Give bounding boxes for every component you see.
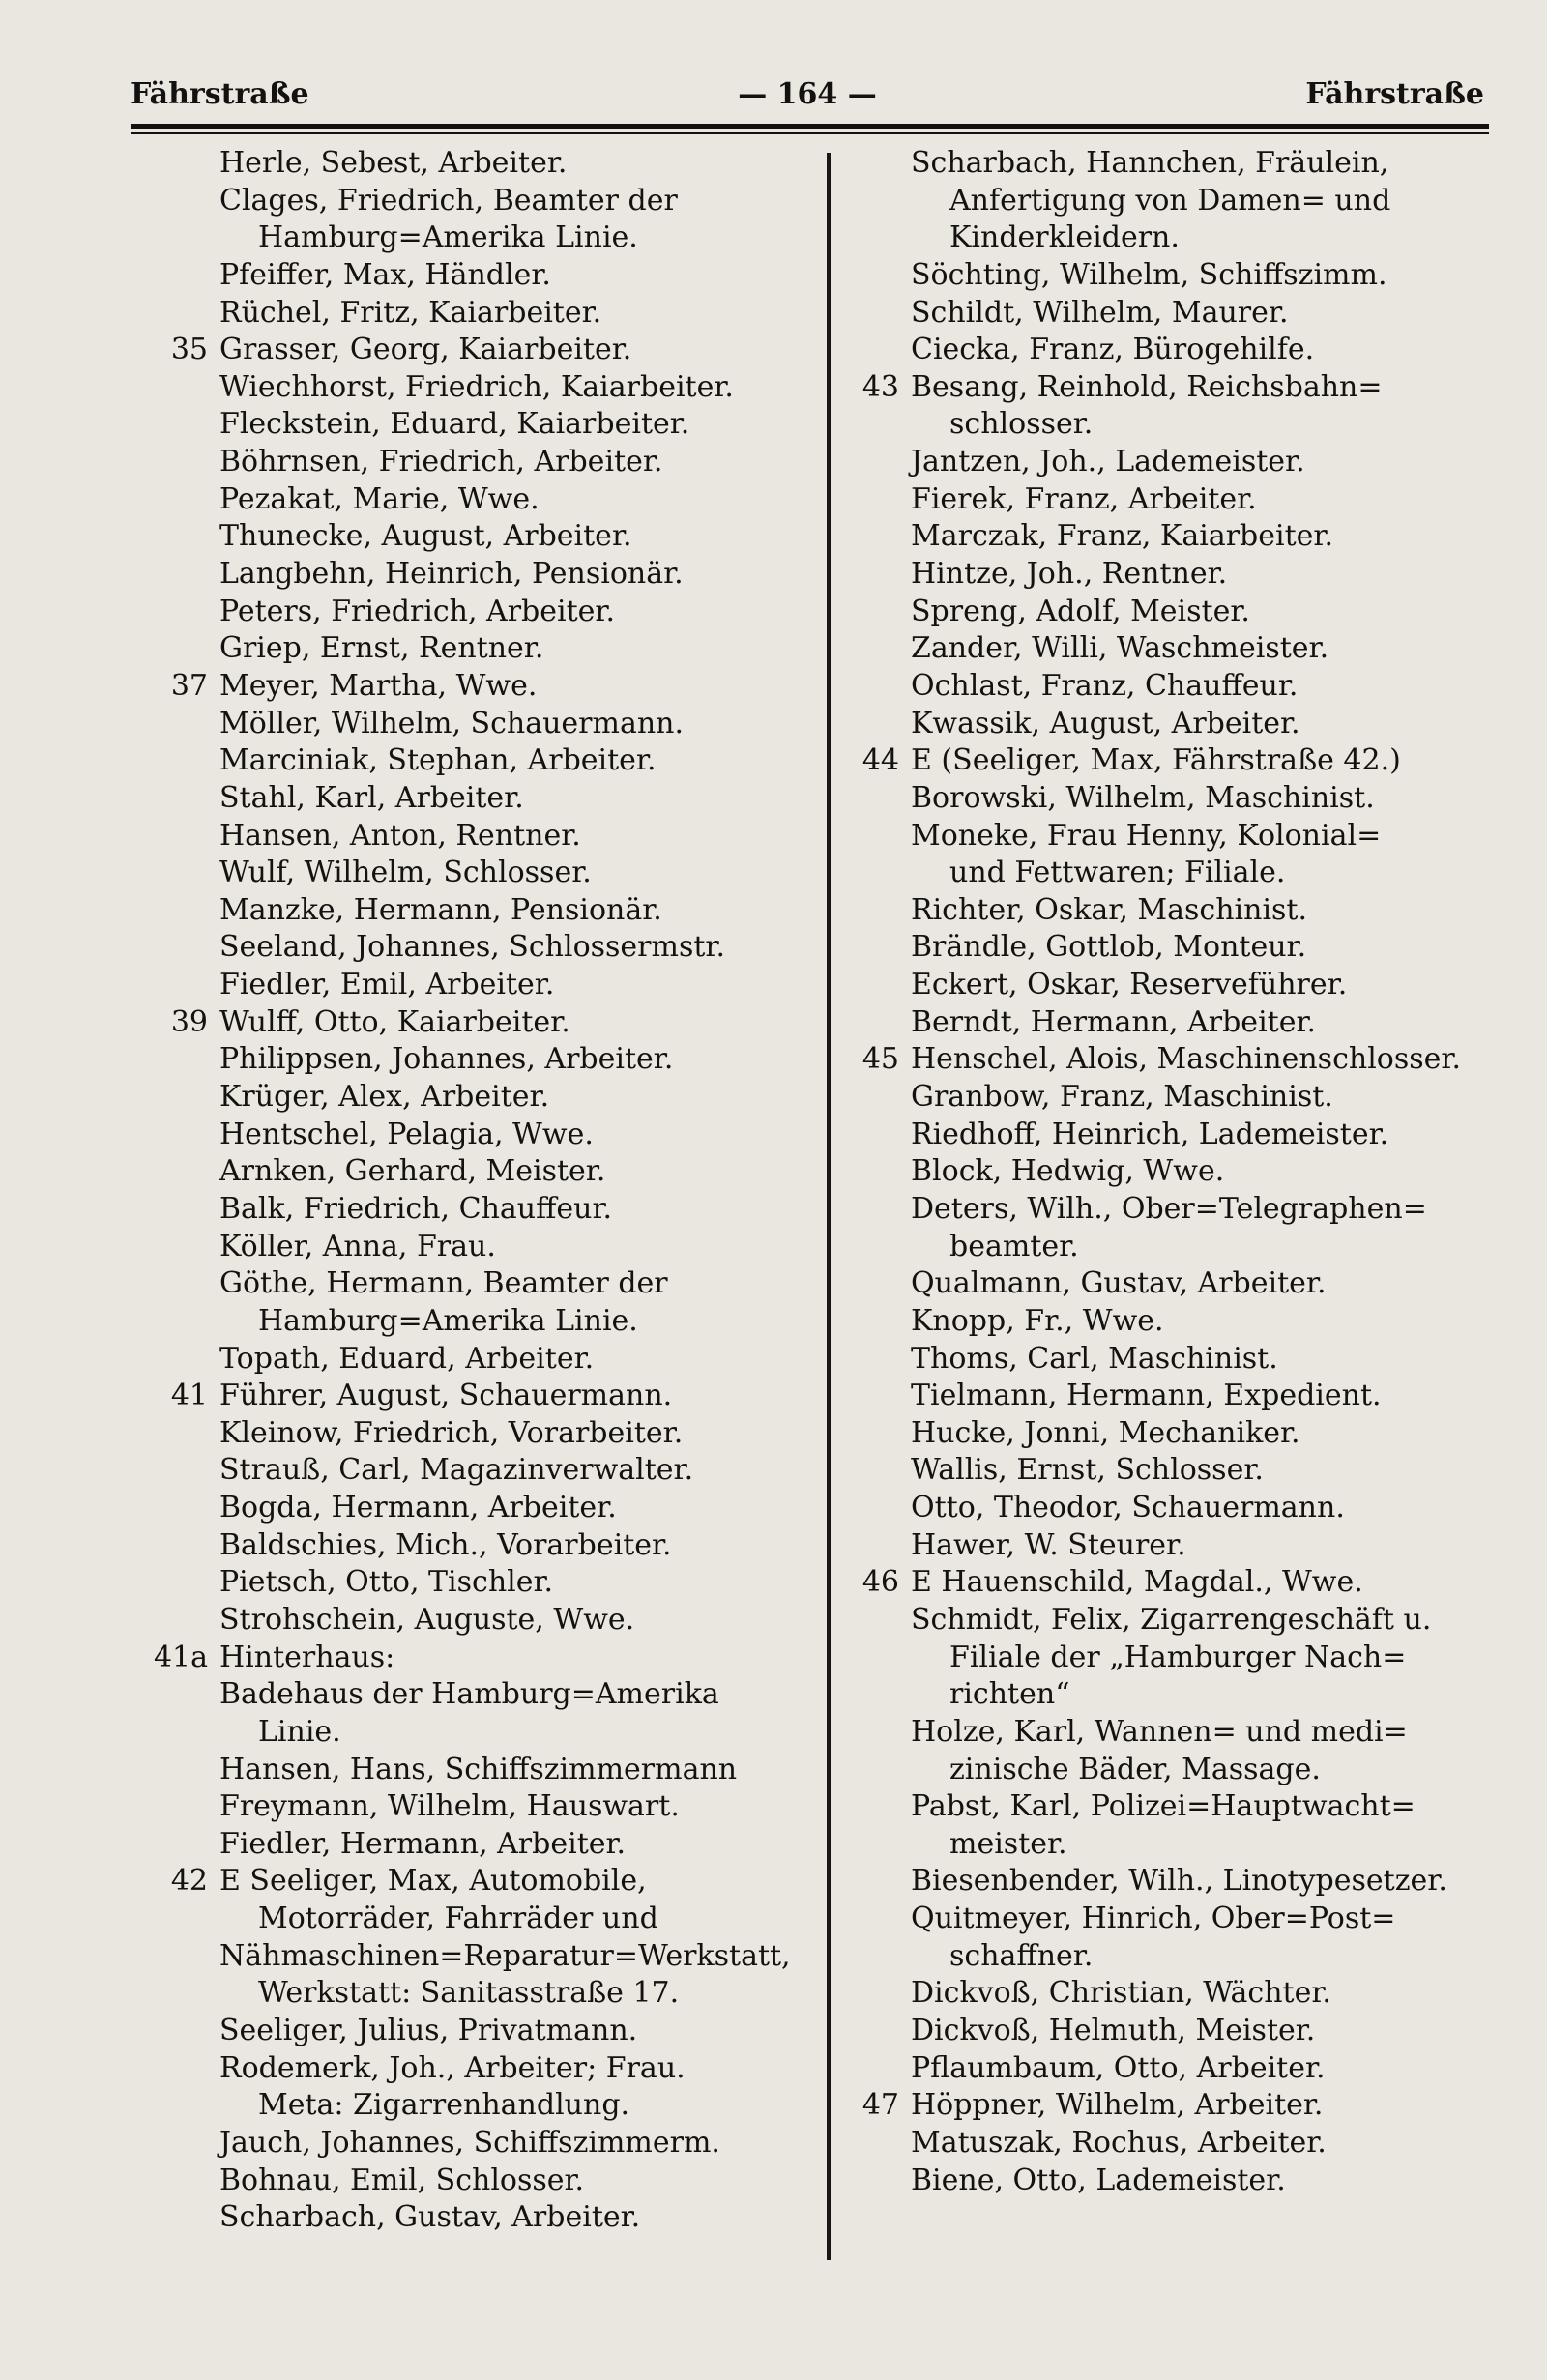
- directory-line: [841, 1117, 1499, 1154]
- directory-line: [841, 183, 1499, 220]
- resident-entry: Moneke, Frau Henny, Kolonial=: [911, 818, 1382, 853]
- directory-line: [150, 1041, 788, 1079]
- directory-line: [150, 1564, 788, 1602]
- resident-entry: Pfeiffer, Max, Händler.: [219, 257, 551, 292]
- resident-entry: Bohnau, Emil, Schlosser.: [219, 2162, 585, 2197]
- directory-line: [150, 1229, 788, 1266]
- directory-line: [150, 183, 788, 220]
- directory-line: [841, 594, 1499, 631]
- directory-line: [150, 630, 788, 668]
- directory-line: [150, 2125, 788, 2162]
- resident-entry: Filiale der „Hamburger Nach=: [949, 1640, 1407, 1674]
- resident-entry: Brändle, Gottlob, Monteur.: [911, 930, 1307, 965]
- resident-entry: beamter.: [949, 1229, 1079, 1263]
- directory-line: [150, 332, 788, 369]
- directory-line: [150, 481, 788, 519]
- directory-line: [150, 742, 788, 780]
- directory-line: [841, 967, 1499, 1004]
- resident-entry: Werkstatt: Sanitasstraße 17.: [258, 1976, 680, 2011]
- header-street-left: Fährstraße: [131, 77, 309, 111]
- resident-entry: Thunecke, August, Arbeiter.: [219, 519, 632, 554]
- directory-line: [841, 855, 1499, 892]
- resident-entry: Hamburg=Amerika Linie.: [258, 1303, 638, 1338]
- directory-line: [150, 967, 788, 1004]
- directory-line: [841, 481, 1499, 519]
- house-number: 37: [170, 668, 208, 703]
- resident-entry: Bogda, Hermann, Arbeiter.: [219, 1491, 617, 1525]
- directory-line: [841, 668, 1499, 706]
- resident-entry: Rüchel, Fritz, Kaiarbeiter.: [219, 295, 602, 330]
- directory-line: [150, 594, 788, 631]
- resident-entry: Knopp, Fr., Wwe.: [911, 1303, 1164, 1338]
- resident-entry: Kinderkleidern.: [949, 220, 1180, 255]
- directory-line: [150, 145, 788, 183]
- directory-line: [150, 257, 788, 295]
- header-street-right: Fährstraße: [1305, 77, 1484, 111]
- resident-entry: Deters, Wilh., Ober=Telegraphen=: [911, 1191, 1427, 1226]
- directory-line: [150, 668, 788, 706]
- directory-line: [150, 892, 788, 930]
- resident-entry: zinische Bäder, Massage.: [949, 1752, 1321, 1786]
- directory-line: [841, 1415, 1499, 1453]
- resident-entry: Peters, Friedrich, Arbeiter.: [219, 594, 615, 628]
- directory-line: [841, 518, 1499, 556]
- directory-line: [150, 2013, 788, 2050]
- directory-line: [150, 518, 788, 556]
- resident-entry: Besang, Reinhold, Reichsbahn=: [911, 369, 1383, 404]
- resident-entry: Nähmaschinen=Reparatur=Werkstatt,: [219, 1938, 791, 1973]
- resident-entry: Anfertigung von Damen= und: [949, 183, 1391, 218]
- directory-line: [150, 1676, 788, 1714]
- resident-entry: Baldschies, Mich., Vorarbeiter.: [219, 1527, 672, 1562]
- directory-line: [150, 1378, 788, 1415]
- resident-entry: Kleinow, Friedrich, Vorarbeiter.: [219, 1415, 684, 1450]
- resident-entry: und Fettwaren; Filiale.: [949, 856, 1286, 890]
- resident-entry: Jantzen, Joh., Lademeister.: [911, 445, 1305, 479]
- directory-line: [150, 1004, 788, 1042]
- resident-entry: Linie.: [258, 1714, 341, 1749]
- resident-entry: Seeliger, Julius, Privatmann.: [219, 2014, 638, 2048]
- directory-line: [841, 2050, 1499, 2088]
- directory-line: [841, 1303, 1499, 1341]
- directory-line: [150, 1265, 788, 1303]
- resident-entry: Fiedler, Hermann, Arbeiter.: [219, 1826, 627, 1861]
- directory-line: [841, 556, 1499, 594]
- directory-line: [150, 406, 788, 444]
- directory-line: [841, 1265, 1499, 1303]
- house-number: 39: [170, 1004, 208, 1039]
- directory-line: [841, 1975, 1499, 2013]
- resident-entry: Hinterhaus:: [219, 1640, 395, 1674]
- resident-entry: Schmidt, Felix, Zigarrengeschäft u.: [911, 1602, 1432, 1637]
- directory-line: [841, 2087, 1499, 2125]
- directory-line: [841, 444, 1499, 481]
- directory-line: [150, 369, 788, 407]
- resident-entry: Strohschein, Auguste, Wwe.: [219, 1602, 635, 1637]
- directory-line: [150, 219, 788, 257]
- directory-line: [150, 1602, 788, 1640]
- directory-line: [150, 1863, 788, 1901]
- directory-line: [841, 780, 1499, 818]
- resident-entry: Block, Hedwig, Wwe.: [911, 1154, 1225, 1189]
- directory-line: [150, 818, 788, 856]
- directory-line: [841, 1229, 1499, 1266]
- resident-entry: Borowski, Wilhelm, Maschinist.: [911, 780, 1375, 815]
- resident-entry: Pabst, Karl, Polizei=Hauptwacht=: [911, 1789, 1416, 1824]
- resident-entry: Fleckstein, Eduard, Kaiarbeiter.: [219, 407, 690, 442]
- directory-line: [150, 1153, 788, 1191]
- resident-entry: Hansen, Anton, Rentner.: [219, 818, 581, 853]
- resident-entry: richten“: [949, 1677, 1070, 1712]
- left-column: [150, 145, 791, 2237]
- resident-entry: Fiedler, Emil, Arbeiter.: [219, 968, 555, 1002]
- house-number: 42: [170, 1864, 208, 1899]
- resident-entry: Ochlast, Franz, Chauffeur.: [911, 668, 1299, 703]
- resident-entry: Hentschel, Pelagia, Wwe.: [219, 1117, 594, 1151]
- resident-entry: Wulf, Wilhelm, Schlosser.: [219, 856, 592, 890]
- directory-line: [841, 1788, 1499, 1826]
- resident-entry: Motorräder, Fahrräder und: [258, 1901, 658, 1936]
- resident-entry: Matuszak, Rochus, Arbeiter.: [911, 2125, 1327, 2160]
- resident-entry: Griep, Ernst, Rentner.: [219, 631, 544, 666]
- directory-line: [150, 1303, 788, 1341]
- resident-entry: Richter, Oskar, Maschinist.: [911, 892, 1308, 927]
- resident-entry: Biesenbender, Wilh., Linotypesetzer.: [911, 1864, 1447, 1899]
- directory-line: [841, 1938, 1499, 1976]
- directory-line: [841, 1004, 1499, 1042]
- directory-line: [150, 1079, 788, 1117]
- directory-line: [841, 1378, 1499, 1415]
- directory-line: [841, 1490, 1499, 1527]
- directory-line: [841, 1640, 1499, 1677]
- resident-entry: Biene, Otto, Lademeister.: [911, 2162, 1286, 2197]
- directory-line: [150, 295, 788, 333]
- directory-line: [841, 406, 1499, 444]
- directory-line: [841, 257, 1499, 295]
- resident-entry: Dickvoß, Helmuth, Meister.: [911, 2014, 1316, 2048]
- directory-line: [841, 630, 1499, 668]
- resident-entry: Wiechhorst, Friedrich, Kaiarbeiter.: [219, 369, 734, 404]
- directory-line: [150, 855, 788, 892]
- resident-entry: Otto, Theodor, Schauermann.: [911, 1491, 1345, 1525]
- directory-line: [150, 1975, 788, 2013]
- house-number: 43: [861, 369, 899, 404]
- directory-line: [841, 369, 1499, 407]
- resident-entry: Möller, Wilhelm, Schauermann.: [219, 706, 685, 740]
- resident-entry: Holze, Karl, Wannen= und medi=: [911, 1714, 1408, 1749]
- directory-line: [150, 1117, 788, 1154]
- resident-entry: schaffner.: [949, 1938, 1094, 1973]
- directory-line: [841, 818, 1499, 856]
- directory-line: [150, 556, 788, 594]
- resident-entry: Seeland, Johannes, Schlossermstr.: [219, 930, 725, 965]
- resident-entry: E Seeliger, Max, Automobile,: [219, 1864, 647, 1899]
- directory-line: [150, 1901, 788, 1938]
- resident-entry: Scharbach, Hannchen, Fräulein,: [911, 146, 1389, 180]
- resident-entry: Hawer, W. Steurer.: [911, 1527, 1186, 1562]
- resident-entry: Hintze, Joh., Rentner.: [911, 557, 1228, 592]
- header-rule-thick: [131, 124, 1489, 129]
- directory-line: [150, 2199, 788, 2237]
- directory-line: [150, 1415, 788, 1453]
- resident-entry: Badehaus der Hamburg=Amerika: [219, 1677, 719, 1712]
- directory-line: [150, 1341, 788, 1379]
- directory-line: [841, 1452, 1499, 1490]
- directory-line: [841, 295, 1499, 333]
- page-header: [131, 77, 1484, 126]
- directory-line: [150, 1714, 788, 1752]
- resident-entry: Ciecka, Franz, Bürogehilfe.: [911, 333, 1315, 367]
- directory-line: [150, 1527, 788, 1565]
- directory-line: [150, 1490, 788, 1527]
- directory-line: [841, 1863, 1499, 1901]
- directory-line: [841, 706, 1499, 743]
- resident-entry: Meyer, Martha, Wwe.: [219, 668, 538, 703]
- resident-entry: Wulff, Otto, Kaiarbeiter.: [219, 1004, 570, 1039]
- resident-entry: meister.: [949, 1826, 1067, 1861]
- resident-entry: Stahl, Karl, Arbeiter.: [219, 780, 524, 815]
- directory-line: [841, 1564, 1499, 1602]
- directory-line: [841, 2162, 1499, 2200]
- directory-line: [841, 2125, 1499, 2162]
- resident-entry: Hucke, Jonni, Mechaniker.: [911, 1415, 1300, 1450]
- directory-line: [150, 1826, 788, 1864]
- resident-entry: Göthe, Hermann, Beamter der: [219, 1266, 668, 1301]
- directory-line: [841, 1714, 1499, 1752]
- resident-entry: Hamburg=Amerika Linie.: [258, 220, 638, 255]
- resident-entry: Herle, Sebest, Arbeiter.: [219, 146, 568, 180]
- resident-entry: Topath, Eduard, Arbeiter.: [219, 1341, 595, 1376]
- resident-entry: Clages, Friedrich, Beamter der: [219, 183, 678, 218]
- right-column: [841, 145, 1499, 2199]
- page-number: — 164 —: [738, 77, 877, 111]
- house-number: 46: [861, 1565, 899, 1600]
- resident-entry: Köller, Anna, Frau.: [219, 1229, 496, 1263]
- house-number: 44: [861, 743, 899, 778]
- house-number: 45: [861, 1042, 899, 1077]
- directory-line: [841, 1826, 1499, 1864]
- resident-entry: Thoms, Carl, Maschinist.: [911, 1341, 1278, 1376]
- directory-line: [841, 1153, 1499, 1191]
- resident-entry: Söchting, Wilhelm, Schiffszimm.: [911, 257, 1387, 292]
- directory-line: [150, 2050, 788, 2088]
- resident-entry: Hansen, Hans, Schiffszimmermann: [219, 1752, 738, 1786]
- directory-line: [841, 145, 1499, 183]
- resident-entry: Schildt, Wilhelm, Maurer.: [911, 295, 1289, 330]
- resident-entry: Henschel, Alois, Maschinenschlosser.: [911, 1042, 1461, 1077]
- directory-line: [150, 1452, 788, 1490]
- directory-line: [841, 892, 1499, 930]
- resident-entry: Qualmann, Gustav, Arbeiter.: [911, 1266, 1327, 1301]
- directory-line: [841, 332, 1499, 369]
- resident-entry: Wallis, Ernst, Schlosser.: [911, 1453, 1264, 1488]
- resident-entry: Führer, August, Schauermann.: [219, 1379, 673, 1413]
- resident-entry: Strauß, Carl, Magazinverwalter.: [219, 1453, 694, 1488]
- resident-entry: Böhrnsen, Friedrich, Arbeiter.: [219, 445, 663, 479]
- directory-line: [841, 1901, 1499, 1938]
- house-number: 41: [170, 1379, 208, 1413]
- resident-entry: Grasser, Georg, Kaiarbeiter.: [219, 333, 632, 367]
- directory-line: [150, 1788, 788, 1826]
- house-number: 41a: [153, 1640, 208, 1674]
- resident-entry: Langbehn, Heinrich, Pensionär.: [219, 557, 684, 592]
- directory-line: [150, 444, 788, 481]
- resident-entry: Quitmeyer, Hinrich, Ober=Post=: [911, 1901, 1396, 1936]
- directory-line: [841, 742, 1499, 780]
- directory-line: [150, 706, 788, 743]
- directory-line: [841, 219, 1499, 257]
- directory-line: [150, 1752, 788, 1789]
- resident-entry: Höppner, Wilhelm, Arbeiter.: [911, 2088, 1324, 2123]
- resident-entry: Rodemerk, Joh., Arbeiter; Frau.: [219, 2050, 686, 2085]
- resident-entry: Marczak, Franz, Kaiarbeiter.: [911, 519, 1333, 554]
- directory-line: [841, 1602, 1499, 1640]
- header-rule-thin: [131, 132, 1489, 134]
- column-divider: [827, 153, 831, 2260]
- house-number: 47: [861, 2088, 899, 2123]
- resident-entry: Tielmann, Hermann, Expedient.: [911, 1379, 1382, 1413]
- directory-line: [150, 780, 788, 818]
- resident-entry: Arnken, Gerhard, Meister.: [219, 1154, 606, 1189]
- resident-entry: schlosser.: [949, 407, 1094, 442]
- resident-entry: Eckert, Oskar, Reserveführer.: [911, 968, 1348, 1002]
- directory-line: [841, 1191, 1499, 1229]
- resident-entry: Jauch, Johannes, Schiffszimmerm.: [219, 2125, 720, 2160]
- resident-entry: Pezakat, Marie, Wwe.: [219, 481, 540, 516]
- resident-entry: Meta: Zigarrenhandlung.: [258, 2088, 630, 2123]
- resident-entry: Zander, Willi, Waschmeister.: [911, 631, 1329, 666]
- directory-line: [150, 2162, 788, 2200]
- directory-line: [150, 1191, 788, 1229]
- resident-entry: Granbow, Franz, Maschinist.: [911, 1080, 1333, 1115]
- resident-entry: Freymann, Wilhelm, Hauswart.: [219, 1789, 680, 1824]
- resident-entry: Philippsen, Johannes, Arbeiter.: [219, 1042, 674, 1077]
- directory-line: [841, 1041, 1499, 1079]
- resident-entry: E Hauenschild, Magdal., Wwe.: [911, 1565, 1363, 1600]
- resident-entry: E (Seeliger, Max, Fährstraße 42.): [911, 743, 1401, 778]
- directory-line: [841, 1341, 1499, 1379]
- directory-line: [150, 2087, 788, 2125]
- resident-entry: Berndt, Hermann, Arbeiter.: [911, 1004, 1317, 1039]
- directory-line: [150, 1640, 788, 1677]
- directory-line: [841, 1079, 1499, 1117]
- resident-entry: Fierek, Franz, Arbeiter.: [911, 481, 1257, 516]
- house-number: 35: [170, 333, 208, 367]
- directory-line: [150, 929, 788, 967]
- resident-entry: Spreng, Adolf, Meister.: [911, 594, 1250, 628]
- directory-line: [841, 1752, 1499, 1789]
- directory-line: [150, 1938, 791, 1976]
- resident-entry: Pietsch, Otto, Tischler.: [219, 1565, 554, 1600]
- resident-entry: Marciniak, Stephan, Arbeiter.: [219, 743, 657, 778]
- resident-entry: Dickvoß, Christian, Wächter.: [911, 1976, 1331, 2011]
- directory-line: [841, 1676, 1499, 1714]
- resident-entry: Pflaumbaum, Otto, Arbeiter.: [911, 2050, 1326, 2085]
- resident-entry: Balk, Friedrich, Chauffeur.: [219, 1191, 613, 1226]
- directory-line: [841, 929, 1499, 967]
- resident-entry: Kwassik, August, Arbeiter.: [911, 706, 1300, 740]
- resident-entry: Riedhoff, Heinrich, Lademeister.: [911, 1117, 1389, 1151]
- directory-line: [841, 2013, 1499, 2050]
- resident-entry: Manzke, Hermann, Pensionär.: [219, 892, 662, 927]
- directory-line: [841, 1527, 1499, 1565]
- resident-entry: Scharbach, Gustav, Arbeiter.: [219, 2200, 641, 2235]
- resident-entry: Krüger, Alex, Arbeiter.: [219, 1080, 550, 1115]
